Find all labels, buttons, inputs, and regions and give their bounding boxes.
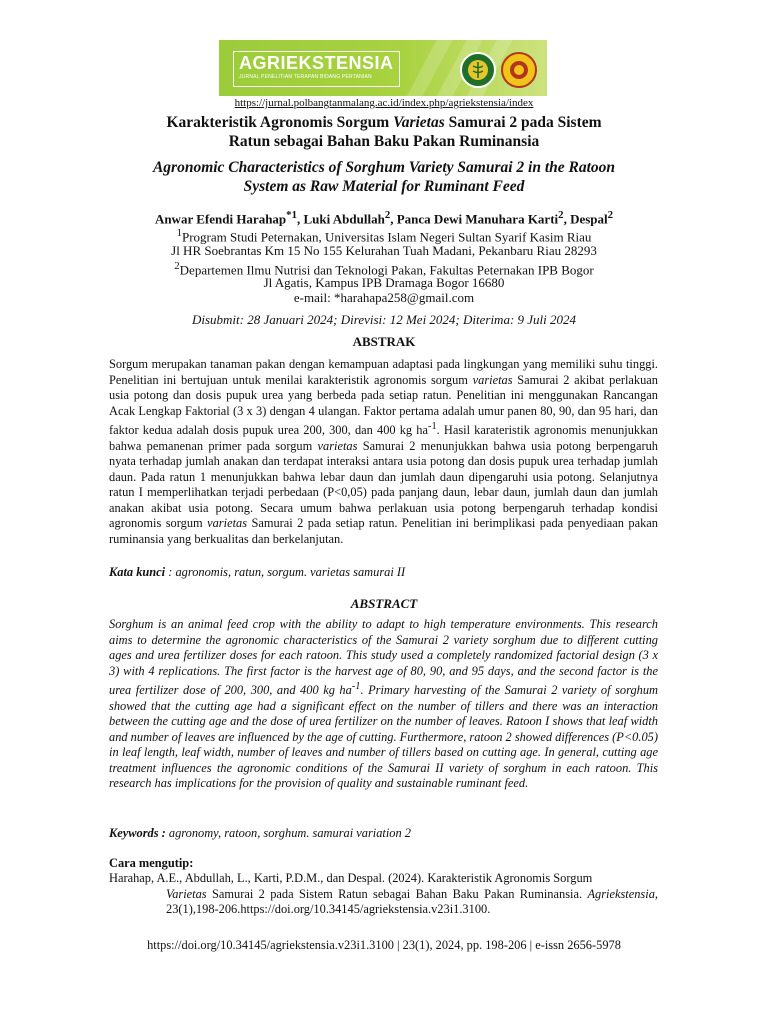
title-english — [80, 158, 688, 196]
journal-name: AGRIEKSTENSIA — [239, 53, 394, 73]
keywords-value: agronomy, ratoon, sorghum. samurai variation 2 — [165, 826, 411, 840]
author-name: Anwar Efendi Harahap — [154, 211, 287, 227]
author-sup: 2 — [607, 209, 614, 221]
title-id-italic: Varietas — [393, 114, 445, 131]
title-id-line2: Ratun sebagai Bahan Baku Pakan Ruminansia — [228, 133, 540, 150]
journal-tagline: JURNAL PENELITIAN TERAPAN BIDANG PERTANIAN — [239, 74, 372, 80]
keywords — [109, 826, 669, 841]
title-en-line1: Agronomic Characteristics of Sorghum Variety Samurai 2 in the Ratoon — [152, 159, 616, 176]
abstrak-sup: -1 — [428, 421, 437, 432]
ministry-seal-icon — [460, 52, 496, 88]
author-sup: 2 — [558, 209, 564, 221]
kata-kunci-value: : agronomis, ratun, sorgum. varietas samurai II — [165, 565, 406, 579]
abstract-body — [109, 617, 658, 792]
citation-body — [109, 871, 658, 918]
aff-line: Program Studi Peternakan, Universitas Islam Negeri Sultan Syarif Kasim Riau — [181, 229, 592, 245]
citation-heading: Cara mengutip: — [109, 856, 194, 870]
citation-doi-link[interactable]: 23(1),198-206.https://doi.org/10.34145/agriekstensia.v23i1.3100. — [166, 902, 491, 916]
citation-line: Samurai 2 pada Sistem Ratun sebagai Bahan Baku Pakan Ruminansia. — [206, 886, 583, 901]
abstrak-italic: varietas — [317, 438, 358, 453]
abstrak-text: Samurai 2 menunjukkan bahwa usia potong berpengaruh nyata terhadap jumlah anakan dan terdapat interaksi antara usia potong dan dosis pupuk urea terhadap jumlah daun. Pada ratun 1 menunjukkan bahwa lebar daun dan jumlah daun dipengaruhi usia potong. Selanjutnya ratun I memperlihatkan terjadi perbedaan (P<0,05) pada panjang daun, lebar daun, jumlah daun dan jumlah anakan akibat usia potong. Secara umum bahwa perlakuan usia potong berpengaruh terhadap kondisi agronomis sorgum — [109, 438, 658, 531]
author-name: Luki Abdullah — [303, 211, 385, 227]
kata-kunci-label: Kata kunci — [109, 565, 166, 579]
citation-italic: Agriekstensia, — [587, 886, 658, 901]
journal-banner — [219, 40, 547, 96]
abstrak-text: . Hasil karateristik agronomis menunjukkan bahwa pemanenan primer pada sorgum — [109, 423, 659, 453]
affiliation-1 — [80, 226, 688, 244]
abstract-text: . Primary harvesting of the Samurai 2 variety of sorghum showed that the cutting age had a significant effect on the number of tillers and there was an interaction between the cutting age and the dose of urea fertilizer on the number of leaves. Ratoon I shows that leaf width and number of leaves are influenced by the age of cutting. Furthermore, ratoon 2 showed differences (P<0.05) in leaf length, leaf width, number of leaves and number of tillers based on cutting age. In general, cutting age treatment influences the agronomic conditions of the Samurai II variety of sorghum in each ratoon. This research has implications for the provision of quality and sustainable ruminant feed. — [109, 683, 658, 791]
kata-kunci — [109, 565, 669, 580]
author-sup: 2 — [384, 209, 391, 221]
abstract-sup: -1 — [351, 681, 361, 692]
submission-dates: Disubmit: 28 Januari 2024; Direvisi: 12 Mei 2024; Diterima: 9 Juli 2024 — [191, 312, 577, 327]
title-id-part2: Samurai 2 pada Sistem — [444, 114, 602, 131]
author-sup: *1 — [286, 209, 297, 221]
title-indonesian — [80, 113, 688, 151]
abstrak-text: Sorgum merupakan tanaman pakan dengan kemampuan adaptasi pada lingkungan yang memiliki suhu tinggi. Penelitian ini bertujuan untuk menilai karakteristik agronomis sorgum — [109, 357, 658, 387]
author-name: Despal — [570, 211, 608, 227]
abstrak-text: Samurai 2 akibat perlakuan usia potong dan dosis pupuk urea yang berbeda pada setiap ratun. Penelitian ini menggunakan Rancangan Acak Lengkap Faktorial (3 x 3) dengan 4 ulangan. Faktor pertama adalah umur panen 80, 90, dan 95 hari, dan faktor kedua adalah dosis pupuk urea 200, 300, dan 400 kg ha — [109, 372, 658, 438]
abstrak-italic: varietas — [207, 516, 248, 531]
affiliation-1-address: Jl HR Soebrantas Km 15 No 155 Kelurahan Tuah Madani, Pekanbaru Riau 28293 — [171, 243, 597, 258]
aff-sup: 2 — [174, 260, 180, 272]
citation-line: Harahap, A.E., Abdullah, L., Karti, P.D.M., dan Despal. (2024). Karakteristik Agronomis Sorgum — [109, 871, 593, 885]
corresponding-email: e-mail: *harahapa258@gmail.com — [293, 290, 475, 305]
abstrak-italic: varietas — [472, 372, 513, 387]
aff-line: Departemen Ilmu Nutrisi dan Teknologi Pakan, Fakultas Peternakan IPB Bogor — [179, 262, 594, 278]
journal-url-link[interactable]: https://jurnal.polbangtanmalang.ac.id/index.php/agriekstensia/index — [234, 97, 534, 109]
abstrak-heading: ABSTRAK — [352, 334, 416, 349]
title-en-line2: System as Raw Material for Ruminant Feed — [243, 178, 525, 195]
abstract-text: Sorghum is an animal feed crop with the ability to adapt to high temperature environments. This research aims to determine the agronomic characteristics of the Samurai 2 variety sorghum due to different cutting ages and urea fertilizer doses for each ratoon. This study used a completely randomized factorial design (3 x 3) with 4 replications. The first factor is the harvest age of 80, 90, and 95 days, and the second factor is the urea fertilizer dose of 200, 300, and 400 kg ha — [109, 617, 658, 698]
abstrak-text: Samurai 2 pada setiap ratun. Penelitian ini berimplikasi pada penyediaan pakan ruminansia yang berkualitas dan berkelanjutan. — [109, 516, 659, 546]
journal-logo-box — [233, 51, 400, 87]
keywords-label: Keywords : — [109, 826, 166, 840]
affiliation-2-address: Jl Agatis, Kampus IPB Dramaga Bogor 16680 — [263, 275, 505, 290]
title-id-part1: Karakteristik Agronomis Sorgum — [166, 114, 394, 131]
page-footer: https://doi.org/10.34145/agriekstensia.v23i1.3100 | 23(1), 2024, pp. 198-206 | e-issn 2656-5978 — [147, 938, 621, 952]
author-list: Anwar Efendi Harahap$^{*1}$, Luki Abdullah$^2$, Panca Dewi Manuhara Karti$^2$, Despal$^2$ — [154, 209, 614, 227]
polbangtan-seal-icon — [501, 52, 537, 88]
citation-italic: Varietas — [166, 886, 207, 901]
aff-sup: 1 — [176, 227, 182, 239]
author-name: Panca Dewi Manuhara Karti — [396, 211, 559, 227]
abstract-heading: ABSTRACT — [350, 596, 418, 611]
citation-indent — [109, 887, 658, 918]
abstrak-body — [109, 357, 658, 547]
